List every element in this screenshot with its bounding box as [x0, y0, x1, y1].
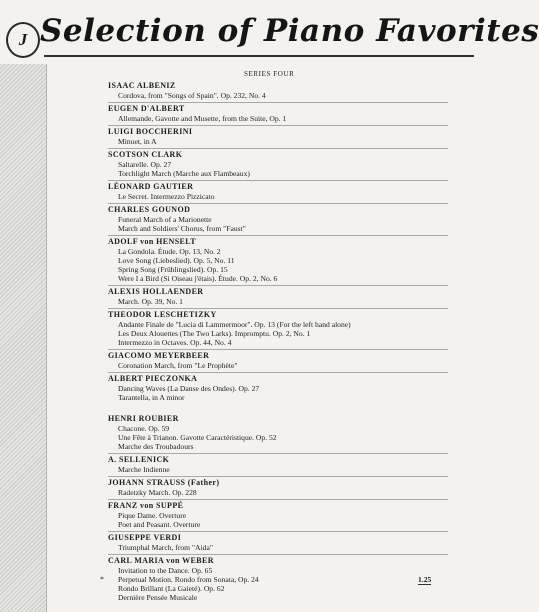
work-title: Spring Song (Frühlingslied). Op. 15	[118, 265, 228, 274]
work-title: Les Deux Alouettes (The Two Larks). Impromptu. Op. 2, No. 1	[118, 329, 311, 338]
work-title: Andante Finale de "Lucia di Lammermoor". Op. 13 (For the left hand alone)	[118, 320, 351, 329]
work-title: Allemande, Gavotte and Musette, from the Suite, Op. 1	[118, 114, 287, 123]
series-label: SERIES FOUR	[244, 70, 295, 78]
side-strip-edge	[46, 64, 47, 612]
work-title: March and Soldiers' Chorus, from "Faust"	[118, 224, 246, 233]
work-title: Intermezzo in Octaves. Op. 44, No. 4	[118, 338, 232, 347]
work-title: Cordova, from "Songs of Spain". Op. 232, No. 4	[118, 91, 266, 100]
composer-name: LUIGI BOCCHERINI	[108, 127, 193, 136]
star-marker: *	[100, 575, 104, 584]
composer-entry	[108, 308, 448, 349]
composer-name: FRANZ von SUPPÉ	[108, 501, 184, 510]
work-title: Saltarelle. Op. 27	[118, 160, 172, 169]
composer-name: ALBERT PIECZONKA	[108, 374, 198, 383]
composer-name: GIACOMO MEYERBEER	[108, 351, 210, 360]
composer-entry	[108, 102, 448, 125]
composer-name: GIUSEPPE VERDI	[108, 533, 182, 542]
work-title: Minuet, in A	[118, 137, 157, 146]
composer-name: CARL MARIA von WEBER	[108, 556, 214, 565]
work-title: La Gondola. Étude. Op. 13, No. 2	[118, 247, 221, 256]
composer-name: CHARLES GOUNOD	[108, 205, 191, 214]
composer-entry	[108, 453, 448, 476]
decorative-side-strip	[0, 64, 46, 612]
composer-name: ALEXIS HOLLAENDER	[108, 287, 204, 296]
work-title: Invitation to the Dance. Op. 65	[118, 566, 213, 575]
composer-entry	[108, 148, 448, 180]
work-title: Were I a Bird (Si Oiseau j'étais). Étude. Op. 2, No. 6	[118, 274, 278, 283]
work-title: Pique Dame. Overture	[118, 511, 187, 520]
work-title: Torchlight March (Marche aux Flambeaux)	[118, 169, 250, 178]
composer-entry	[108, 180, 448, 203]
page-title: Selection of Piano Favorites	[40, 13, 539, 49]
work-title: Love Song (Liebeslied). Op. 5, No. 11	[118, 256, 235, 265]
work-title-text: Perpetual Motion. Rondo from Sonata, Op. 24	[118, 575, 259, 584]
composer-entry	[100, 554, 448, 604]
composer-name: THEODOR LESCHETIZKY	[108, 310, 217, 319]
work-title: Dernière Pensée Musicale	[118, 593, 198, 602]
price-mark: 1.25	[418, 575, 432, 584]
composer-entry	[108, 235, 448, 285]
work-title: Une Fête à Trianon. Gavotte Caractéristique. Op. 52	[118, 433, 277, 442]
work-title-marked	[100, 575, 448, 584]
composer-name: A. SELLENICK	[108, 455, 170, 464]
composer-entry	[108, 125, 448, 148]
composer-name: JOHANN STRAUSS (Father)	[108, 478, 220, 487]
work-title: Poet and Peasant. Overture	[118, 520, 201, 529]
work-title: Le Secret. Intermezzo Pizzicato	[118, 192, 215, 201]
composer-entry	[108, 499, 448, 531]
composer-entry	[108, 531, 448, 554]
work-title: Marche des Troubadours	[118, 442, 194, 451]
composer-entry	[108, 80, 448, 102]
work-title: Funeral March of a Marionette	[118, 215, 212, 224]
header-rule	[44, 55, 474, 57]
composer-entry	[108, 413, 448, 453]
work-title: Triumphal March, from "Aida"	[118, 543, 213, 552]
work-title: Dancing Waves (La Danse des Ondes). Op. 27	[118, 384, 260, 393]
composer-name: EUGEN D'ALBERT	[108, 104, 185, 113]
work-title: Tarantella, in A minor	[118, 393, 185, 402]
composer-entry	[108, 285, 448, 308]
composer-entry	[108, 372, 448, 404]
work-title: Marche Indienne	[118, 465, 170, 474]
composer-list	[100, 80, 448, 604]
composer-entry	[108, 203, 448, 235]
monogram-logo: J	[6, 22, 40, 58]
work-title: Rondo Brillant (La Gaieté). Op. 62	[118, 584, 225, 593]
work-title: Chacone. Op. 59	[118, 424, 170, 433]
composer-name: ADOLF von HENSELT	[108, 237, 197, 246]
composer-name: ISAAC ALBENIZ	[108, 81, 176, 90]
work-title: Radetzky March. Op. 228	[118, 488, 197, 497]
page-header	[0, 0, 539, 64]
composer-entry	[108, 349, 448, 372]
composer-entry	[108, 476, 448, 499]
composer-name: LÉONARD GAUTIER	[108, 182, 194, 191]
composer-name: SCOTSON CLARK	[108, 150, 183, 159]
work-title: Coronation March, from "Le Prophète"	[118, 361, 238, 370]
composer-name: HENRI ROUBIER	[108, 414, 179, 423]
work-title: March. Op. 39, No. 1	[118, 297, 183, 306]
